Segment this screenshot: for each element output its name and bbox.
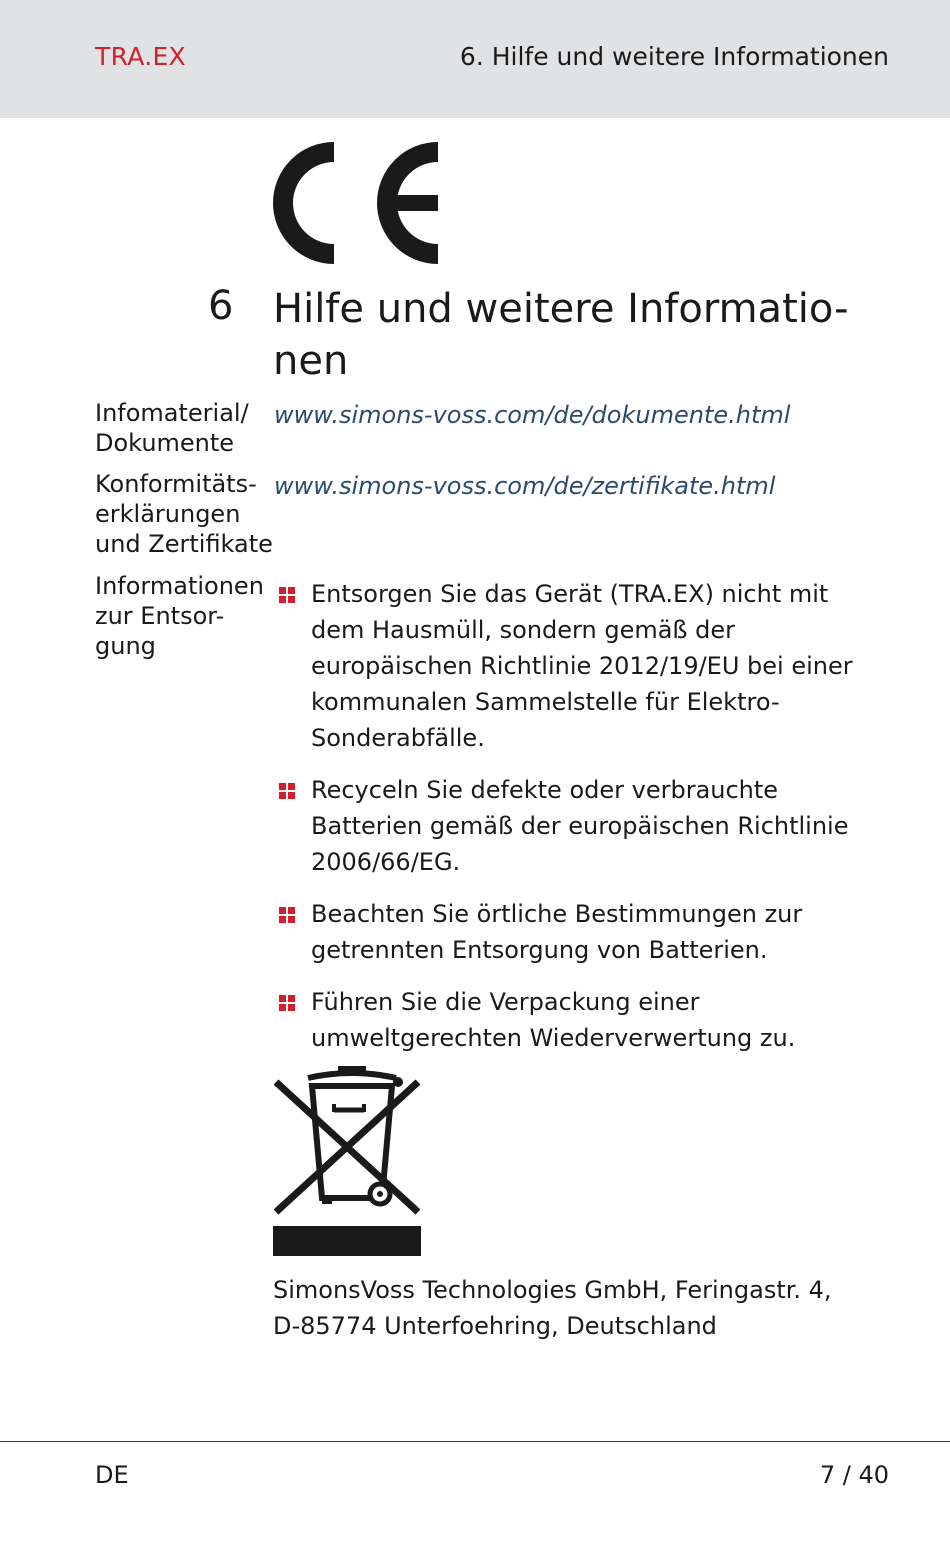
- ce-mark-icon: [272, 142, 442, 264]
- bullet-text: Recyceln Sie defekte oder verbrauchte Batterien gemäß der europäischen Richtlinie 2006/66/EG.: [311, 776, 849, 876]
- bullet-text: Führen Sie die Verpackung einer umweltgerechten Wiederverwertung zu.: [311, 988, 796, 1052]
- bullet-text: Beachten Sie örtliche Bestimmungen zur getrennten Entsorgung von Batterien.: [311, 900, 803, 964]
- disposal-list: [278, 576, 878, 1072]
- label-disposal-line2: zur Entsor-: [95, 602, 225, 630]
- list-item: [278, 896, 878, 968]
- page-header: [0, 0, 950, 118]
- chapter-title-line1: Hilfe und weitere Informatio-: [273, 286, 849, 332]
- list-item: [278, 772, 878, 880]
- label-certs-line1: Konformitäts-: [95, 470, 257, 498]
- address-line1: SimonsVoss Technologies GmbH, Feringastr. 4,: [273, 1276, 832, 1304]
- chapter-title-line2: nen: [273, 338, 349, 384]
- label-docs-line1: Infomaterial/: [95, 399, 249, 427]
- certificates-link[interactable]: www.simons-voss.com/de/zertifikate.html: [274, 472, 776, 500]
- footer-language: DE: [95, 1461, 129, 1489]
- label-disposal: [95, 571, 275, 661]
- label-certs-line3: und Zertifikate: [95, 530, 273, 558]
- list-item: [278, 576, 878, 756]
- page-number: 7 / 40: [819, 1461, 889, 1489]
- crossed-out-wheelie-bin-icon: [272, 1064, 424, 1258]
- header-section-title: 6. Hilfe und weitere Informationen: [459, 42, 889, 71]
- red-squares-bullet-icon: [278, 782, 296, 800]
- red-squares-bullet-icon: [278, 906, 296, 924]
- footer-divider: [0, 1441, 950, 1442]
- red-squares-bullet-icon: [278, 586, 296, 604]
- label-certificates: [95, 469, 275, 559]
- label-docs-line2: Dokumente: [95, 429, 235, 457]
- company-address: [273, 1272, 913, 1344]
- label-certs-line2: erklärungen: [95, 500, 241, 528]
- address-line2: D-85774 Unterfoehring, Deutschland: [273, 1312, 717, 1340]
- label-disposal-line1: Informationen: [95, 572, 264, 600]
- chapter-title: [273, 283, 903, 387]
- label-disposal-line3: gung: [95, 632, 156, 660]
- bullet-text: Entsorgen Sie das Gerät (TRA.EX) nicht mit dem Hausmüll, sondern gemäß der europäischen Richtlinie 2012/19/EU bei einer kommunalen Sammelstelle für Elektro-Sonderabfälle.: [311, 580, 853, 752]
- list-item: [278, 984, 878, 1056]
- documents-link[interactable]: www.simons-voss.com/de/dokumente.html: [274, 401, 791, 429]
- chapter-number: 6: [208, 283, 234, 329]
- label-docs: [95, 398, 275, 458]
- brand-name: TRA.EX: [95, 42, 186, 71]
- red-squares-bullet-icon: [278, 994, 296, 1012]
